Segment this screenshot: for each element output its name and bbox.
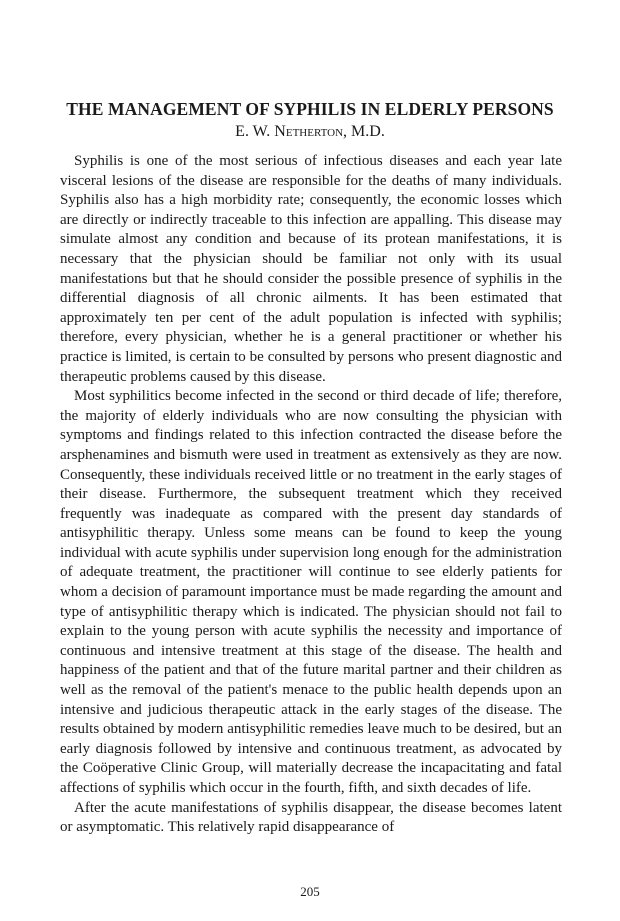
author-degree: M.D. xyxy=(351,123,385,140)
paragraph: Most syphilitics become infected in the second or third decade of life; therefore, the majority of elderly individuals who are now consulting the physician with symptoms and findings related to this infection contracted the disease before the arsphenamines and bismuth were used in treatment as extensively as they are now. Consequently, these individuals received little or no treatment in the early stages of their disease. Furthermore, the subsequent treatment which they received frequently was inadequate as compared with the present day standards of antisyphilitic therapy. Unless some means can be found to keep the young individual with acute syphilis under supervision long enough for the administration of adequate treatment, the practitioner will continue to see elderly patients for whom a decision of paramount importance must be made regarding the amount and type of antisyphilitic therapy which is indicated. The physician should not fail to explain to the young person with acute syphilis the necessity and importance of continuous and intensive treatment at this stage of the disease. The health and happiness of the patient and that of the future marital partner and their children as well as the removal of the patient's menace to the public health depends upon an intensive and judicious therapeutic attack in the early stages of the disease. The results obtained by modern antisyphilitic remedies leave much to be desired, but an early diagnosis followed by intensive and continuous treatment, as advocated by the Coöperative Clinic Group, will materially decrease the incapacitating and fatal affections of syphilis which occur in the fourth, fifth, and sixth decades of life. xyxy=(60,388,562,796)
author-surname: Netherton, xyxy=(274,123,348,140)
page-number: 205 xyxy=(300,884,320,899)
article-author xyxy=(0,123,620,141)
paragraph: After the acute manifestations of syphilis disappear, the disease becomes latent or asymptomatic. This relatively rapid disappearance of xyxy=(60,799,562,836)
author-initials: E. W. xyxy=(235,123,271,140)
paragraph: Syphilis is one of the most serious of infectious diseases and each year late visceral lesions of the disease are responsible for the deaths of many individuals. Syphilis also has a high morbidity rate; consequently, the economic losses which are directly or indirectly traceable to this infection are appalling. This disease may simulate almost any condition and because of its protean manifestations, it is necessary that the physician should be familiar not only with its usual manifestations but that he should consider the possible presence of syphilis in the differential diagnosis of all chronic ailments. It has been estimated that approximately ten per cent of the adult population is infected with syphilis; therefore, every physician, whether he is a general practitioner or whether his practice is limited, is certain to be consulted by persons who present diagnostic and therapeutic problems caused by this disease. xyxy=(60,153,562,385)
article-body xyxy=(60,152,562,838)
article-title: THE MANAGEMENT OF SYPHILIS IN ELDERLY PERSONS xyxy=(66,99,554,119)
